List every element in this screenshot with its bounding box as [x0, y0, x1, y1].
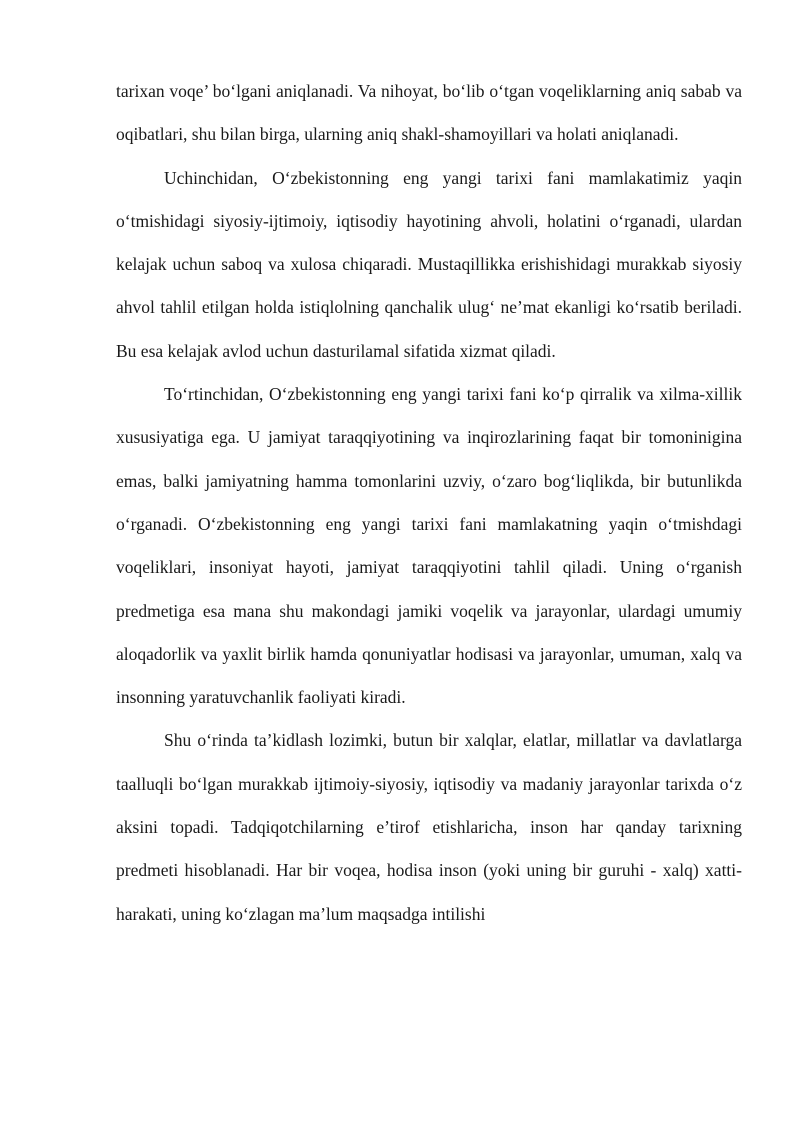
paragraph-tortinchidan: To‘rtinchidan, O‘zbekistonning eng yangi tarixi fani ko‘p qirralik va xilma-xillik xususiyatiga ega. U jamiyat taraqqiyotining va inqirozlarining faqat bir tomoninigina emas, balki jamiyatning hamma tomonlarini uzviy, o‘zaro bog‘liqlikda, bir butunlikda o‘rganadi. O‘zbekistonning eng yangi tarixi fani mamlakatning yaqin o‘tmishdagi voqeliklari, insoniyat hayoti, jamiyat taraqqiyotini tahlil qiladi. Uning o‘rganish predmetiga esa mana shu makondagi jamiki voqelik va jarayonlar, ulardagi umumiy aloqadorlik va yaxlit birlik hamda qonuniyatlar hodisasi va jarayonlar, umuman, xalq va insonning yaratuvchanlik faoliyati kiradi.	[116, 384, 742, 708]
document-page	[116, 70, 742, 936]
paragraph-continuation: tarixan voqe’ bo‘lgani aniqlanadi. Va nihoyat, bo‘lib o‘tgan voqeliklarning aniq sabab va oqibatlari, shu bilan birga, ularning aniq shakl-shamoyillari va holati aniqlanadi.	[116, 81, 742, 145]
paragraph-shu-orinda: Shu o‘rinda ta’kidlash lozimki, butun bir xalqlar, elatlar, millatlar va davlatlarga taalluqli bo‘lgan murakkab ijtimoiy-siyosiy, iqtisodiy va madaniy jarayonlar tarixda o‘z aksini topadi. Tadqiqotchilarning e’tirof etishlaricha, inson har qanday tarixning predmeti hisoblanadi. Har bir voqea, hodisa inson (yoki uning bir guruhi - xalq) xatti-harakati, uning ko‘zlagan ma’lum maqsadga intilishi	[116, 730, 742, 924]
paragraph-uchinchidan: Uchinchidan, O‘zbekistonning eng yangi tarixi fani mamlakatimiz yaqin o‘tmishidagi siyosiy-ijtimoiy, iqtisodiy hayotining ahvoli, holatini o‘rganadi, ulardan kelajak uchun saboq va xulosa chiqaradi. Mustaqillikka erishishidagi murakkab siyosiy ahvol tahlil etilgan holda istiqlolning qanchalik ulug‘ ne’mat ekanligi ko‘rsatib beriladi. Bu esa kelajak avlod uchun dasturilamal sifatida xizmat qiladi.	[116, 167, 742, 361]
